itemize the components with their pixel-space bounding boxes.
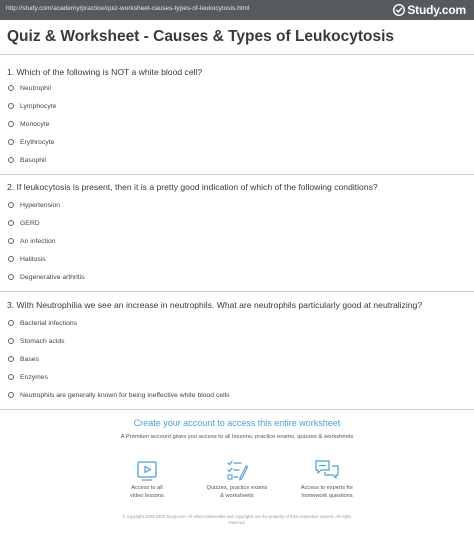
radio-circle-icon[interactable]: [8, 274, 14, 280]
feature-label-line1: Access to experts for: [300, 485, 354, 491]
study-logo-icon: [393, 4, 405, 16]
option-label: Degenerative arthritis: [20, 273, 85, 281]
answer-option[interactable]: [8, 119, 49, 129]
cta-title[interactable]: Create your account to access this entire worksheet: [133, 418, 341, 428]
copyright-line2: reserved.: [228, 520, 246, 525]
answer-option[interactable]: [8, 83, 51, 93]
question-3-text: 3. With Neutrophilia we see an increase in neutrophils. What are neutrophils particularly good at neutralizing?: [7, 300, 423, 310]
option-label: Basophil: [20, 156, 47, 164]
option-label: Bases: [20, 355, 39, 363]
radio-circle-icon[interactable]: [8, 356, 14, 362]
radio-circle-icon[interactable]: [8, 103, 14, 109]
radio-circle-icon[interactable]: [8, 238, 14, 244]
feature-label-line2: video lessons: [130, 492, 164, 499]
radio-circle-icon[interactable]: [8, 320, 14, 326]
radio-circle-icon[interactable]: [8, 157, 14, 163]
option-label: Lymphocyte: [20, 102, 57, 110]
radio-circle-icon[interactable]: [8, 220, 14, 226]
answer-option[interactable]: [8, 200, 60, 210]
answer-option[interactable]: [8, 236, 56, 246]
answer-option[interactable]: [8, 354, 39, 364]
answer-option[interactable]: [8, 390, 230, 400]
feature-video-lessons: [97, 458, 197, 500]
page-title: Quiz & Worksheet - Causes & Types of Leukocytosis: [7, 28, 395, 45]
answer-option[interactable]: [8, 254, 46, 264]
divider: [0, 174, 474, 175]
option-label: An infection: [20, 237, 56, 245]
option-label: Bacterial infections: [20, 319, 78, 327]
feature-label-line2: homework questions: [301, 492, 353, 499]
quiz-checklist-icon: [225, 458, 249, 482]
option-label: Erythrocyte: [20, 138, 55, 146]
divider: [0, 54, 474, 55]
study-logo[interactable]: [393, 3, 466, 17]
option-label: Monocyte: [20, 120, 50, 128]
answer-option[interactable]: [8, 372, 48, 382]
answer-option[interactable]: [8, 336, 65, 346]
feature-experts: [277, 458, 377, 500]
feature-quizzes: [187, 458, 287, 500]
divider: [0, 291, 474, 292]
divider: [0, 409, 474, 410]
question-2-text: 2. If leukocytosis is present, then it is a pretty good indication of which of the following conditions?: [7, 182, 378, 192]
radio-circle-icon[interactable]: [8, 202, 14, 208]
answer-option[interactable]: [8, 155, 46, 165]
radio-circle-icon[interactable]: [8, 392, 14, 398]
option-label: Neutrophil: [20, 84, 51, 92]
page-url: http://study.com/academy/practice/quiz-worksheet-causes-types-of-leukocytosis.html: [6, 5, 250, 12]
radio-circle-icon[interactable]: [8, 256, 14, 262]
answer-option[interactable]: [8, 137, 54, 147]
option-label: Hypertension: [20, 201, 61, 209]
radio-circle-icon[interactable]: [8, 338, 14, 344]
answer-option[interactable]: [8, 101, 56, 111]
feature-label-line1: Access to all: [131, 485, 163, 491]
option-label: Stomach acids: [20, 337, 65, 345]
brand-name: Study.com: [407, 3, 466, 17]
cta-subtitle: A Premium account gives you access to all lessons, practice exams, quizzes & worksheets: [120, 434, 354, 440]
answer-option[interactable]: [8, 318, 77, 328]
feature-label-line2: & worksheets: [220, 492, 254, 499]
option-label: Neutrophils are generally known for being ineffective white blood cells: [20, 391, 230, 399]
copyright-line1: © copyright 2003-2020 Study.com. All other trademarks and copyrights are the property of their respective owners. All rights: [122, 514, 352, 519]
radio-circle-icon[interactable]: [8, 139, 14, 145]
answer-option[interactable]: [8, 272, 85, 282]
chat-bubbles-icon: [314, 458, 340, 482]
copyright-notice: [0, 514, 474, 526]
video-play-icon: [135, 458, 159, 482]
answer-option[interactable]: [8, 218, 40, 228]
option-label: Halitosis: [20, 255, 46, 263]
radio-circle-icon[interactable]: [8, 374, 14, 380]
option-label: GERD: [20, 219, 40, 227]
top-bar: [0, 0, 474, 20]
option-label: Enzymes: [20, 373, 48, 381]
feature-label-line1: Quizzes, practice exams: [206, 485, 268, 491]
question-1-text: 1. Which of the following is NOT a white blood cell?: [7, 67, 203, 77]
radio-circle-icon[interactable]: [8, 121, 14, 127]
radio-circle-icon[interactable]: [8, 85, 14, 91]
